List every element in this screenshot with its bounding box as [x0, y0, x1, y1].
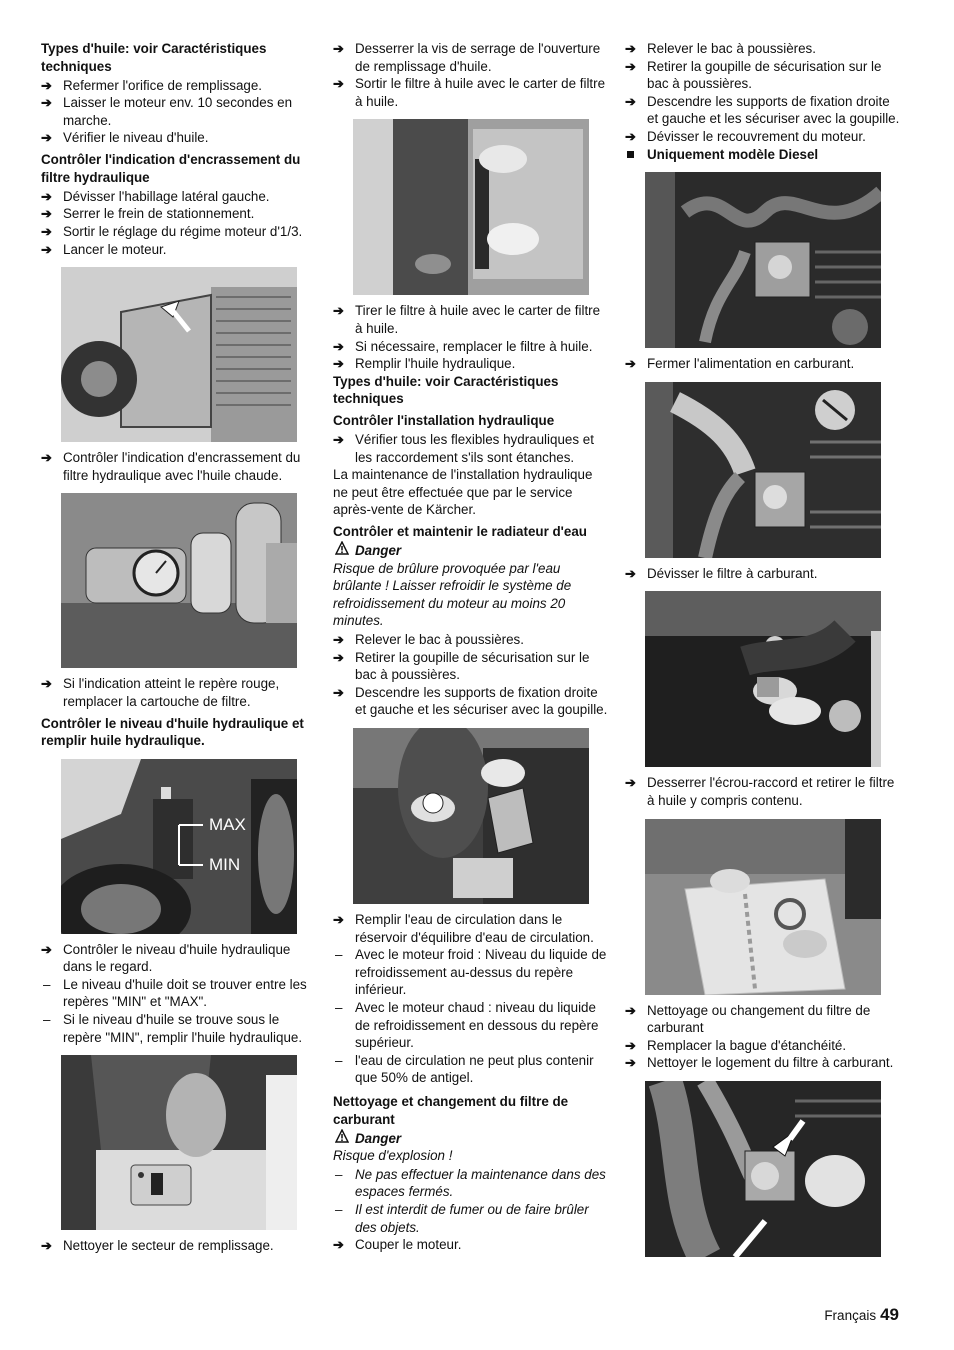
step-parking-brake: ➔ Serrer le frein de stationnement.	[41, 206, 255, 222]
step-close-fuel: ➔ Fermer l'alimentation en carburant.	[625, 356, 855, 372]
heading-oil-types: Types d'huile: voir Caractéristiques techniques	[41, 41, 267, 74]
dash-antigel: – l'eau de circulation ne peut plus contenir que 50% de antigel.	[335, 1052, 594, 1086]
step-loosen-nut: ➔ Desserrer l'écrou-raccord et retirer le filtre à huile y compris contenu.	[625, 775, 895, 808]
footer-language: Français	[824, 1308, 877, 1323]
photo-pull-filter	[353, 119, 589, 295]
arrow-right-icon: ➔	[625, 1002, 636, 1018]
arrow-right-icon: ➔	[41, 223, 52, 239]
arrow-right-icon: ➔	[41, 188, 52, 204]
arrow-right-icon: ➔	[41, 241, 52, 257]
arrow-right-icon: ➔	[333, 76, 344, 92]
step-fill-oil: ➔ Remplir l'huile hydraulique.	[333, 356, 516, 372]
photo-side-panel	[61, 267, 297, 442]
heading-radiator: Contrôler et maintenir le radiateur d'eau	[333, 524, 587, 539]
arrow-right-icon: ➔	[333, 432, 344, 448]
column-right	[625, 40, 901, 1264]
arrow-right-icon: ➔	[333, 912, 344, 928]
step-take-filter: ➔ Sortir le filtre à huile avec le carter de filtre à huile.	[333, 76, 606, 109]
arrow-right-icon: ➔	[333, 632, 344, 648]
dash-closed: – Ne pas effectuer la maintenance dans des espaces fermés.	[335, 1166, 606, 1200]
dash-hot: – Avec le moteur chaud : niveau du liquide de refroidissement en dessous du repère supérieur.	[335, 1000, 599, 1051]
step-raise-bin: ➔ Relever le bac à poussières.	[333, 632, 524, 648]
step-clean-area: ➔ Nettoyer le secteur de remplissage.	[41, 1238, 274, 1254]
arrow-right-icon: ➔	[625, 1037, 636, 1053]
heading-check-clog: Contrôler l'indication d'encrassement du filtre hydraulique	[41, 152, 301, 185]
arrow-right-icon: ➔	[41, 1238, 52, 1254]
step-replace-filter: ➔ Si nécessaire, remplacer le filtre à huile.	[333, 338, 593, 354]
photo-filter-housing	[645, 1081, 881, 1257]
danger-label-burn: Danger	[333, 542, 609, 560]
step-red-mark: ➔ Si l'indication atteint le repère rouge, remplacer la cartouche de filtre.	[41, 676, 280, 709]
arrow-right-icon: ➔	[333, 356, 344, 372]
step-lower-supports-2: ➔ Descendre les supports de fixation droite et gauche et les sécuriser avec la goupille.	[625, 93, 900, 127]
step-clean-change: ➔ Nettoyage ou changement du filtre de carburant	[625, 1002, 871, 1036]
arrow-right-icon: ➔	[41, 676, 52, 692]
step-lower-supports: ➔ Descendre les supports de fixation droite et gauche et les sécuriser avec la goupille.	[333, 684, 608, 718]
arrow-right-icon: ➔	[625, 41, 636, 56]
photo-engine-fuel	[645, 172, 881, 348]
step-pull-filter: ➔ Tirer le filtre à huile avec le carter de filtre à huile.	[333, 303, 601, 336]
step-run-motor: ➔ Laisser le moteur env. 10 secondes en marche.	[41, 95, 293, 128]
step-check-oil: ➔ Vérifier le niveau d'huile.	[41, 130, 209, 146]
photo-oil-level	[61, 759, 297, 934]
column-left	[41, 40, 317, 1255]
warning-triangle-icon	[335, 1129, 349, 1148]
dash-below: – Si le niveau d'huile se trouve sous le repère "MIN", remplir l'huile hydraulique.	[43, 1012, 303, 1045]
arrow-right-icon: ➔	[41, 130, 52, 146]
arrow-right-icon: ➔	[333, 41, 344, 56]
arrow-right-icon: ➔	[41, 206, 52, 222]
step-raise-bin-2: ➔ Relever le bac à poussières.	[625, 41, 816, 56]
danger-label-explosion: Danger	[333, 1130, 609, 1148]
step-rpm: ➔ Sortir le réglage du régime moteur d'1/3.	[41, 223, 303, 239]
page-footer	[824, 1305, 899, 1325]
arrow-right-icon: ➔	[333, 649, 344, 665]
step-remove-pin-2: ➔ Retirer la goupille de sécurisation sur le bac à poussières.	[625, 58, 882, 92]
danger-text-burn: Risque de brûlure provoquée par l'eau brûlante ! Laisser refroidir le système de refroidissement du moteur au moins 20 minutes.	[333, 560, 572, 629]
arrow-right-icon: ➔	[41, 95, 52, 111]
step-unscrew-fuel: ➔ Dévisser le filtre à carburant.	[625, 565, 818, 581]
step-unscrew-cover: ➔ Dévisser le recouvrement du moteur.	[625, 128, 866, 144]
step-close-fill: ➔ Refermer l'orifice de remplissage.	[41, 77, 263, 93]
heading-check-install: Contrôler l'installation hydraulique	[333, 412, 555, 428]
step-check-sight: ➔ Contrôler le niveau d'huile hydraulique dans le regard.	[41, 941, 291, 975]
photo-remove-filter	[645, 591, 881, 767]
label-min: MIN	[209, 854, 241, 874]
arrow-right-icon: ➔	[41, 77, 52, 93]
arrow-right-icon: ➔	[625, 93, 636, 109]
arrow-right-icon: ➔	[625, 775, 636, 791]
paragraph-maintenance: La maintenance de l'installation hydraulique ne peut être effectuée que par le service après-vente de Kärcher.	[333, 467, 593, 518]
step-start: ➔ Lancer le moteur.	[41, 241, 167, 257]
page-number: 49	[880, 1305, 899, 1324]
danger-text-explosion: Risque d'explosion !	[333, 1148, 453, 1164]
arrow-right-icon: ➔	[625, 565, 636, 581]
step-check-hoses: ➔ Vérifier tous les flexibles hydrauliques et les raccordement s'ils sont étanches.	[333, 432, 594, 465]
dash-between: – Le niveau d'huile doit se trouver entre les repères "MIN" et "MAX".	[43, 976, 307, 1010]
arrow-right-icon: ➔	[625, 356, 636, 372]
arrow-right-icon: ➔	[625, 58, 636, 74]
arrow-right-icon: ➔	[333, 684, 344, 700]
dash-cold: – Avec le moteur froid : Niveau du liquide de refroidissement au-dessus du repère inférieur.	[335, 947, 607, 998]
arrow-right-icon: ➔	[333, 338, 344, 354]
step-stop-motor: ➔ Couper le moteur.	[333, 1237, 462, 1253]
arrow-right-icon: ➔	[41, 941, 52, 957]
photo-fill-water	[353, 728, 589, 904]
photo-fill-area	[61, 1055, 297, 1230]
dash-smoke: – Il est interdit de fumer ou de faire brûler des objets.	[335, 1202, 589, 1235]
heading-oil-types-2: Types d'huile: voir Caractéristiques techniques	[333, 373, 559, 407]
arrow-right-icon: ➔	[625, 1055, 636, 1071]
arrow-right-icon: ➔	[41, 450, 52, 466]
label-max: MAX	[209, 814, 246, 834]
arrow-right-icon: ➔	[333, 303, 344, 319]
warning-triangle-icon	[335, 541, 349, 560]
column-middle	[333, 40, 609, 1254]
step-replace-seal: ➔ Remplacer la bague d'étanchéité.	[625, 1037, 847, 1053]
step-loosen-screw: ➔ Desserrer la vis de serrage de l'ouverture de remplissage d'huile.	[333, 41, 601, 74]
step-unscrew-left: ➔ Dévisser l'habillage latéral gauche.	[41, 188, 270, 204]
arrow-right-icon: ➔	[333, 1237, 344, 1253]
step-remove-pin: ➔ Retirer la goupille de sécurisation sur le bac à poussières.	[333, 649, 590, 683]
heading-fuel-filter: Nettoyage et changement du filtre de carburant	[333, 1093, 569, 1127]
heading-check-level: Contrôler le niveau d'huile hydraulique et remplir huile hydraulique.	[41, 715, 304, 749]
step-clean-housing: ➔ Nettoyer le logement du filtre à carburant.	[625, 1055, 894, 1071]
arrow-right-icon: ➔	[625, 128, 636, 144]
photo-filter-gauge	[61, 493, 297, 668]
bullet-diesel-only: Uniquement modèle Diesel	[625, 146, 901, 164]
step-fill-water: ➔ Remplir l'eau de circulation dans le réservoir d'équilibre d'eau de circulation.	[333, 912, 594, 945]
square-bullet-icon	[627, 151, 634, 158]
step-check-indicator: ➔ Contrôler l'indication d'encrassement du filtre hydraulique avec l'huile chaude.	[41, 450, 301, 483]
photo-clean-filter	[645, 819, 881, 995]
photo-unscrew-filter	[645, 382, 881, 558]
